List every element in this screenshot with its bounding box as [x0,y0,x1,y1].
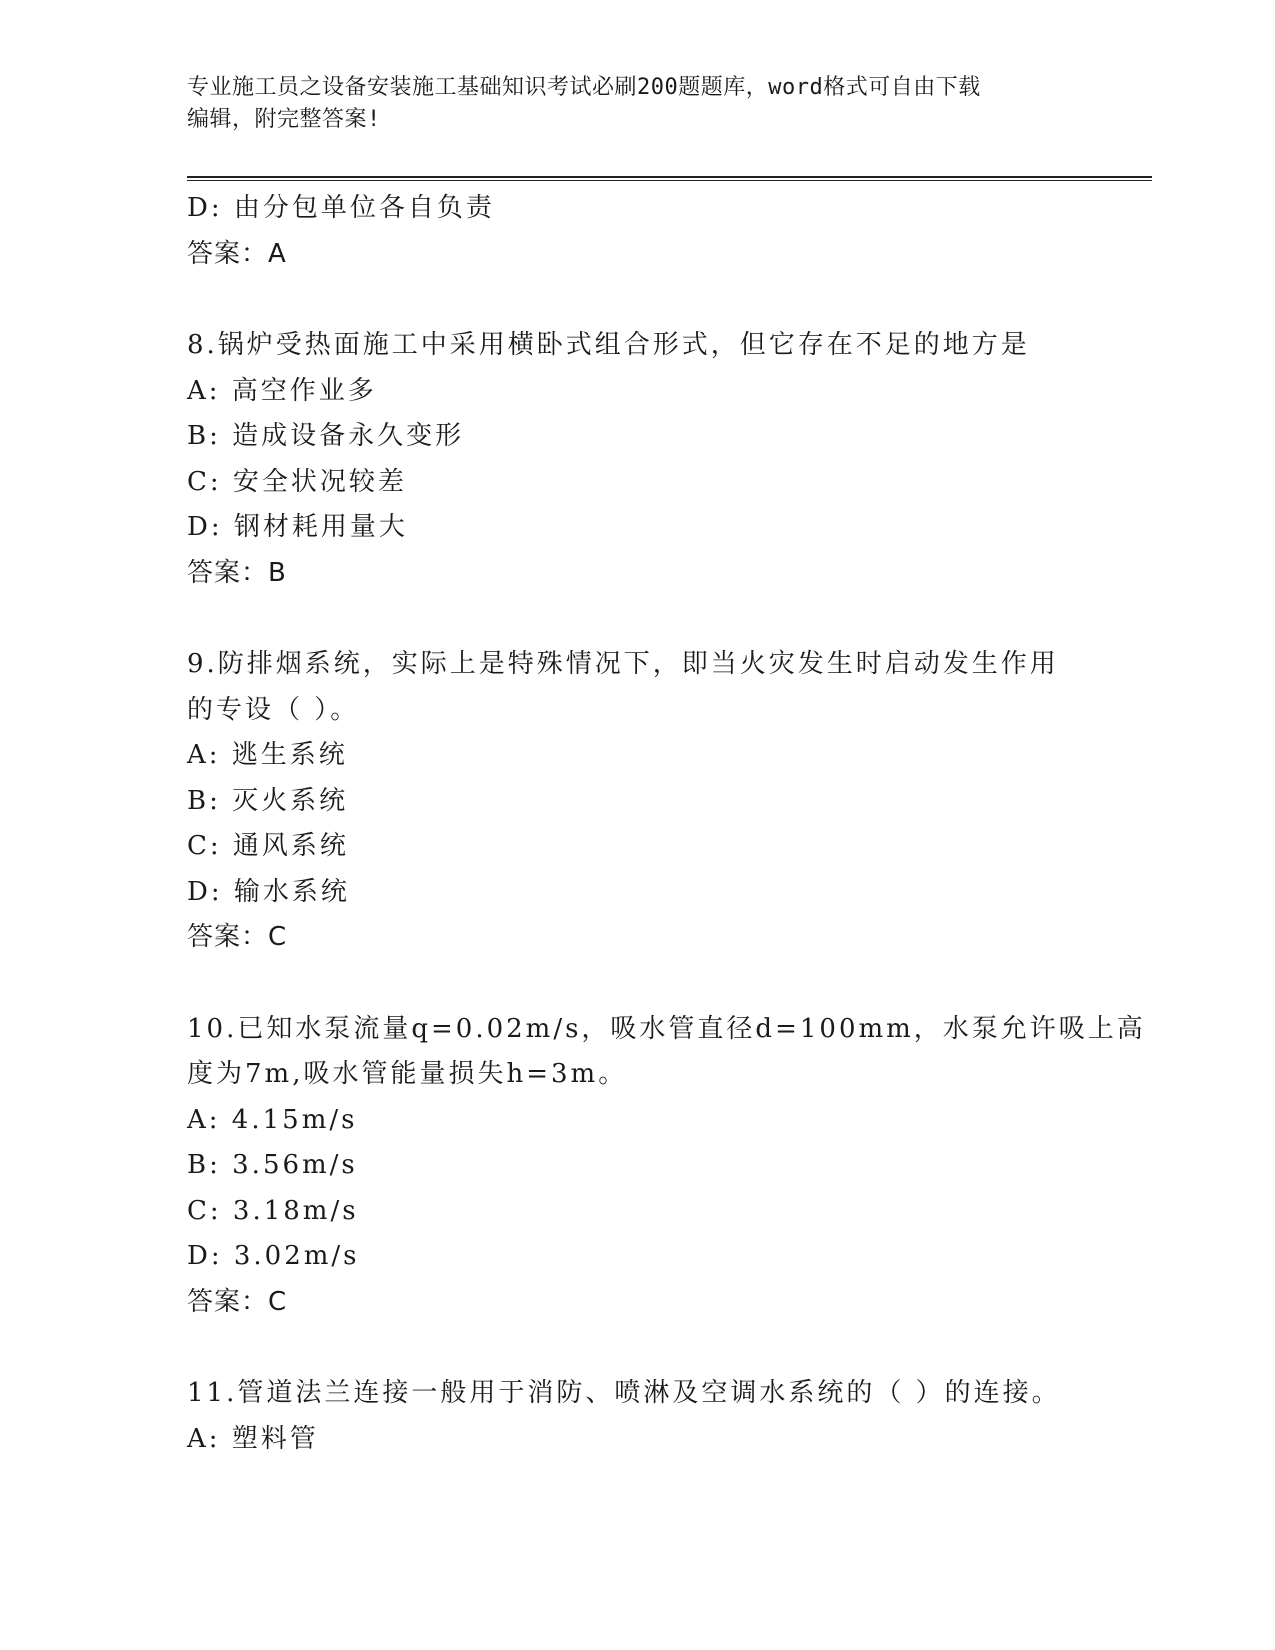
document-header [187,72,1087,136]
question-text-line-1: 9.防排烟系统，实际上是特殊情况下，即当火灾发生时启动发生作用 [187,649,1059,679]
option-d: D: 3.02m/s [187,1241,360,1271]
question-text-line-2: 度为7m,吸水管能量损失h=3m。 [187,1059,628,1089]
question-text: 8.锅炉受热面施工中采用横卧式组合形式，但它存在不足的地方是 [187,330,1030,360]
answer-label: 答案：A [187,238,287,269]
option-d: D: 由分包单位各自负责 [187,193,495,223]
option-c: C: 通风系统 [187,831,349,861]
question-text-line-1: 10.已知水泵流量q=0.02m/s，吸水管直径d=100mm，水泵允许吸上高 [187,1013,1146,1044]
header-line-1: 专业施工员之设备安装施工基础知识考试必刷200题题库，word格式可自由下载 [187,75,981,100]
option-b: B: 造成设备永久变形 [187,421,465,451]
option-c: C: 3.18m/s [187,1195,359,1226]
option-b: B: 3.56m/s [187,1150,358,1180]
option-a: A: 逃生系统 [187,740,348,770]
header-line-2: 编辑，附完整答案! [187,107,381,132]
question-block-10 [187,1007,1146,1326]
answer-label: 答案：B [187,557,287,588]
option-d: D: 输水系统 [187,876,350,907]
option-a: A: 4.15m/s [187,1104,358,1135]
spacer [187,277,1087,323]
question-block-8 [187,323,1087,596]
option-a: A: 高空作业多 [187,375,377,406]
option-d: D: 钢材耗用量大 [187,512,408,542]
question-block-9 [187,642,1087,961]
question-block-11 [187,1371,1087,1462]
option-b: B: 灭火系统 [187,785,349,816]
question-block-7 [187,186,1087,277]
option-a: A: 塑料管 [187,1423,319,1454]
answer-label: 答案：C [187,922,288,952]
spacer [187,1325,1087,1371]
option-c: C: 安全状况较差 [187,466,407,497]
question-text: 11.管道法兰连接一般用于消防、喷淋及空调水系统的（ ）的连接。 [187,1378,1061,1408]
header-divider [187,176,1152,181]
question-list [187,186,1146,1462]
answer-label: 答案：C [187,1286,288,1317]
spacer [187,596,1087,642]
question-text-line-2: 的专设（ ）。 [187,694,360,725]
spacer [187,961,1087,1007]
